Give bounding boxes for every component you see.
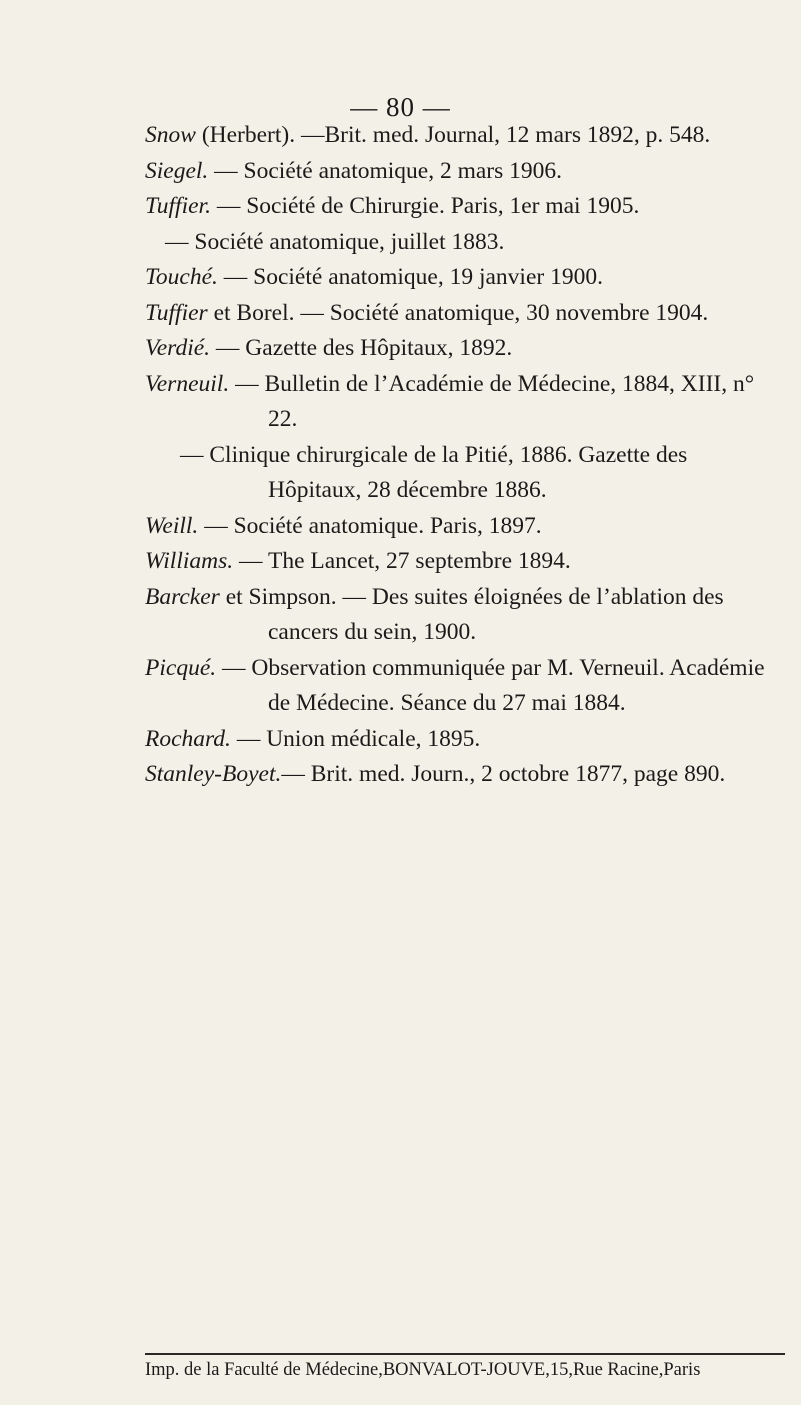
- author-name: Williams.: [145, 548, 234, 574]
- list-item: [145, 367, 785, 438]
- list-item: [145, 509, 785, 545]
- author-name: Tuffier.: [145, 193, 211, 219]
- reference-text: — Société anatomique, 19 janvier 1900.: [217, 264, 603, 290]
- reference-text: — Clinique chirurgicale de la Pitié, 1886. Gazette des Hôpitaux, 28 décembre 1886.: [180, 441, 688, 503]
- list-item: [145, 580, 785, 651]
- list-item: [145, 722, 785, 758]
- author-name: Touché.: [145, 264, 218, 290]
- list-item: [145, 544, 785, 580]
- author-name: Siegel.: [145, 157, 209, 184]
- list-item: [145, 225, 785, 261]
- reference-text: et Borel. — Société anatomique, 30 novembre 1904.: [207, 299, 709, 326]
- reference-text: — Société de Chirurgie. Paris, 1er mai 1905.: [210, 193, 640, 219]
- reference-text: (Herbert). —Brit. med. Journal, 12 mars 1892, p. 548.: [195, 122, 711, 148]
- printer-imprint: Imp. de la Faculté de Médecine,BONVALOT-JOUVE,15,Rue Racine,Paris: [145, 1360, 701, 1380]
- reference-text: — Brit. med. Journ., 2 octobre 1877, page 890.: [281, 761, 726, 787]
- list-item: [145, 438, 785, 509]
- author-name: Stanley-Boyet.: [145, 761, 282, 787]
- reference-text: — Société anatomique, juillet 1883.: [165, 228, 505, 255]
- author-name: Picqué.: [145, 654, 217, 681]
- author-name: Barcker: [145, 583, 220, 610]
- author-name: Snow: [145, 122, 196, 148]
- reference-text: — Société anatomique, 2 mars 1906.: [208, 157, 563, 184]
- author-name: Weill.: [145, 512, 199, 539]
- reference-text: — Gazette des Hôpitaux, 1892.: [210, 335, 513, 361]
- author-name: Verdié.: [145, 335, 211, 361]
- reference-text: — Bulletin de l’Académie de Médecine, 1884, XIII, n° 22.: [229, 370, 755, 432]
- list-item: [145, 651, 785, 722]
- author-name: Verneuil.: [145, 370, 230, 397]
- list-item: [145, 118, 785, 154]
- reference-text: — Société anatomique. Paris, 1897.: [198, 512, 542, 539]
- author-name: Tuffier: [145, 299, 208, 326]
- list-item: [145, 260, 785, 296]
- list-item: [145, 331, 785, 367]
- reference-text: — Union médicale, 1895.: [230, 725, 481, 752]
- reference-text: — The Lancet, 27 septembre 1894.: [233, 548, 571, 574]
- reference-text: et Simpson. — Des suites éloignées de l’ablation des cancers du sein, 1900.: [219, 583, 724, 645]
- list-item: [145, 189, 785, 225]
- list-item: [145, 296, 785, 332]
- footer-divider: [145, 1353, 785, 1355]
- list-item: [145, 154, 785, 190]
- list-item: [145, 757, 785, 793]
- reference-text: — Observation communiquée par M. Verneuil. Académie de Médecine. Séance du 27 mai 1884.: [216, 654, 765, 716]
- page-number: — 80 —: [350, 92, 451, 122]
- bibliography-list: [145, 118, 785, 793]
- author-name: Rochard.: [145, 725, 231, 752]
